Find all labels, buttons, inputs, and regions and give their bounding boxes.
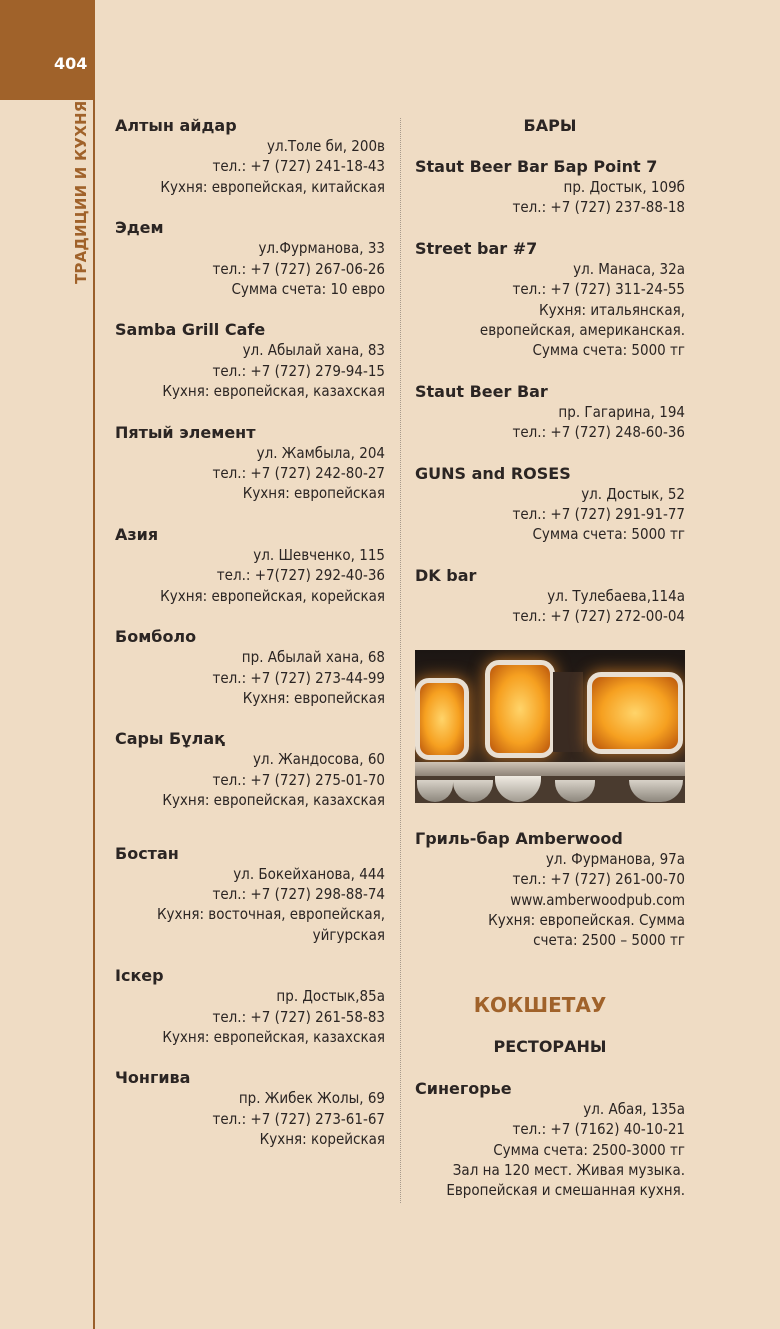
listing-address: пр. Достык,85а <box>276 987 385 1006</box>
listing-address: пр. Достык, 109б <box>563 178 685 196</box>
listing-address: ул.Фурманова, 33 <box>258 239 385 258</box>
page-number: 404 <box>54 54 88 73</box>
listing-name: Эдем <box>115 218 164 238</box>
bar-counter <box>415 762 685 776</box>
listing-cuisine: Кухня: европейская, казахская <box>162 791 385 810</box>
listing-cuisine: Кухня: восточная, европейская, <box>156 905 385 924</box>
listing-phone: тел.: +7 (727) 237-88-18 <box>512 198 685 217</box>
listing-name: Staut Beer Bar Бар Point 7 <box>415 157 658 176</box>
listing-cuisine: Европейская и смешанная кухня. <box>446 1181 685 1200</box>
listing-phone: тел.: +7 (727) 273-44-99 <box>212 668 385 687</box>
lit-shelf-niche <box>415 678 469 760</box>
sidebar <box>0 0 95 1329</box>
listing-phone: тел.: +7 (7162) 40-10-21 <box>512 1120 685 1139</box>
listing-phone: тел.: +7 (727) 242-80-27 <box>212 464 385 483</box>
listing-phone: тел.: +7 (727) 267-06-26 <box>212 259 385 278</box>
left-column <box>115 116 385 1150</box>
listing-bill: Сумма счета: 2500-3000 тг <box>493 1140 685 1159</box>
bar-listing <box>415 566 685 627</box>
listing-name: Алтын айдар <box>115 116 237 135</box>
listing-name: DK bar <box>415 565 477 585</box>
right-column <box>415 116 685 1201</box>
listing-name: Street bar #7 <box>415 238 538 258</box>
listing-name: Азия <box>115 524 159 544</box>
listing-address: ул. Абая, 135а <box>583 1099 685 1118</box>
listing-cuisine-cont: европейская, американская. <box>479 321 685 340</box>
listing <box>115 729 385 810</box>
restaurant-listing <box>415 1079 685 1201</box>
listing-phone: тел.: +7 (727) 272-00-04 <box>512 607 685 626</box>
listing-phone: тел.: +7 (727) 241-18-43 <box>212 157 385 176</box>
listing-name: Бостан <box>115 843 179 863</box>
listing-address: пр. Жибек Жолы, 69 <box>238 1089 385 1108</box>
listing-phone: тел.: +7 (727) 248-60-36 <box>512 423 685 442</box>
listing-name: Сары Бұлақ <box>115 729 226 749</box>
page-number-tab <box>0 0 95 100</box>
listing-address: ул. Фурманова, 97а <box>545 849 685 868</box>
listing <box>115 844 385 946</box>
listing-address: ул. Тулебаева,114а <box>547 586 685 605</box>
listing-cuisine: Кухня: европейская, китайская <box>160 177 385 196</box>
lit-shelf-niche <box>587 672 683 754</box>
listing-address: пр. Абылай хана, 68 <box>241 648 385 667</box>
listing-name: GUNS and ROSES <box>415 463 571 483</box>
bar-listing <box>415 157 685 218</box>
listing <box>115 423 385 504</box>
bar-listing <box>415 239 685 361</box>
listing-cuisine: Кухня: итальянская, <box>539 300 685 319</box>
listing-phone: тел.: +7 (727) 261-00-70 <box>512 870 685 889</box>
listing <box>115 218 385 299</box>
listing-phone: тел.: +7 (727) 298-88-74 <box>212 884 385 903</box>
listing-name: Іскер <box>115 966 164 986</box>
listing-phone: тел.: +7 (727) 279-94-15 <box>212 361 385 380</box>
listing-name: Samba Grill Cafe <box>115 320 266 340</box>
listing <box>115 627 385 708</box>
listing-address: ул. Бокейханова, 444 <box>233 864 385 883</box>
listing <box>115 116 385 197</box>
listing-name: Бомболо <box>115 627 197 647</box>
bar-photo <box>415 650 685 803</box>
listing-address: ул. Жамбыла, 204 <box>256 443 385 462</box>
listing-phone: тел.: +7 (727) 291-91-77 <box>512 505 685 524</box>
listing-website: www.amberwoodpub.com <box>510 890 685 909</box>
city-heading: КОКШЕТАУ <box>473 992 607 1017</box>
listing-address: ул. Манаса, 32а <box>573 259 685 278</box>
bar-listing <box>415 382 685 443</box>
lit-shelf-niche <box>485 660 555 758</box>
grill-listing <box>415 829 685 951</box>
listing-address: ул. Абылай хана, 83 <box>242 341 385 360</box>
listing-cuisine: Кухня: европейская, корейская <box>160 586 385 605</box>
bars-heading: БАРЫ <box>523 116 577 135</box>
wall-panel <box>553 672 583 752</box>
listing-bill: Сумма счета: 5000 тг <box>532 341 685 360</box>
listing <box>115 1068 385 1149</box>
listing-name: Синегорье <box>415 1078 512 1098</box>
listing-cuisine: Кухня: корейская <box>259 1130 385 1149</box>
listing <box>115 966 385 1047</box>
listing-phone: тел.: +7 (727) 311-24-55 <box>512 280 685 299</box>
listing-name: Гриль-бар Amberwood <box>415 828 623 848</box>
section-label: ТРАДИЦИИ И КУХНЯ <box>72 100 90 284</box>
listing-address: ул. Достык, 52 <box>581 484 685 503</box>
listing-phone: тел.: +7 (727) 273-61-67 <box>212 1109 385 1128</box>
listing-address: пр. Гагарина, 194 <box>558 402 685 421</box>
listing-bill: Сумма счета: 5000 тг <box>532 525 685 544</box>
listing <box>115 525 385 606</box>
listing-cuisine-cont: уйгурская <box>312 925 385 944</box>
listing-address: ул. Жандосова, 60 <box>252 750 385 769</box>
listing-name: Staut Beer Bar <box>415 381 548 401</box>
listing-phone: тел.: +7(727) 292-40-36 <box>216 566 385 585</box>
listing-cuisine: Кухня: европейская, казахская <box>162 382 385 401</box>
listing-phone: тел.: +7 (727) 261-58-83 <box>212 1007 385 1026</box>
listing-cuisine: Кухня: европейская <box>242 688 385 707</box>
listing-hall: Зал на 120 мест. Живая музыка. <box>452 1160 685 1179</box>
listing-bill: счета: 2500 – 5000 тг <box>533 931 685 950</box>
listing-address: ул.Толе би, 200в <box>267 137 385 155</box>
listing-name: Чонгива <box>115 1068 191 1088</box>
listing-cuisine: Кухня: европейская <box>242 484 385 503</box>
listing-bill: Сумма счета: 10 евро <box>231 280 385 299</box>
listing-cuisine: Кухня: европейская. Сумма <box>488 910 685 929</box>
bar-listing <box>415 464 685 545</box>
listing-name: Пятый элемент <box>115 422 256 442</box>
listing-address: ул. Шевченко, 115 <box>253 545 385 564</box>
listing <box>115 320 385 401</box>
column-divider <box>400 118 401 1203</box>
listing-phone: тел.: +7 (727) 275-01-70 <box>212 770 385 789</box>
listing-cuisine: Кухня: европейская, казахская <box>162 1027 385 1046</box>
restaurants-heading: РЕСТОРАНЫ <box>493 1036 607 1056</box>
